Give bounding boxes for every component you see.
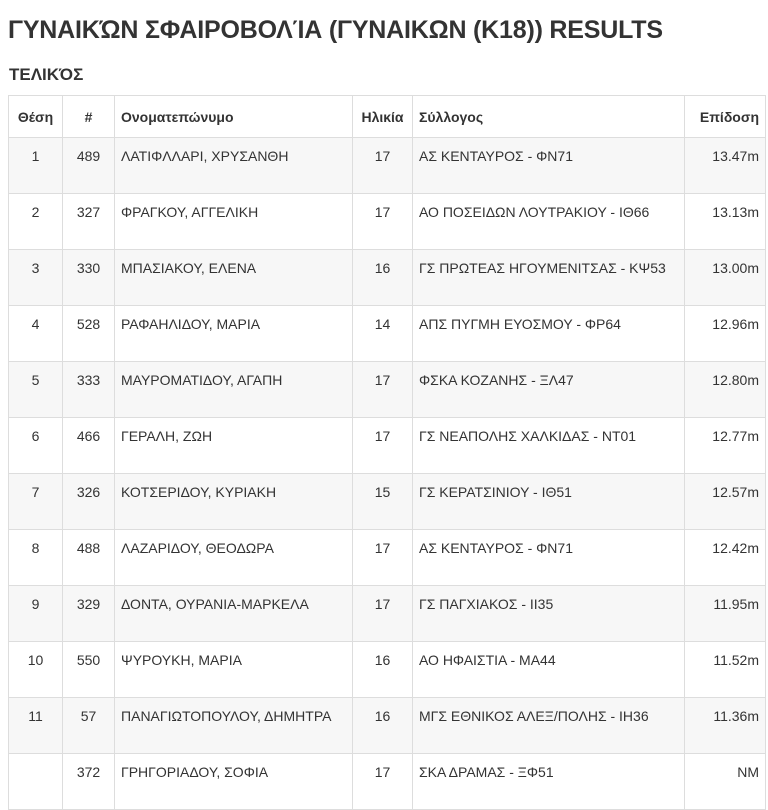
cell-mark: 11.52m: [685, 642, 766, 698]
cell-bib: 466: [63, 418, 115, 474]
header-club: Σύλλογος: [413, 96, 685, 138]
cell-mark: 12.57m: [685, 474, 766, 530]
cell-position: 11: [9, 698, 63, 754]
cell-club: ΣΚΑ ΔΡΑΜΑΣ - ΞΦ51: [413, 754, 685, 810]
header-name: Ονοματεπώνυμο: [115, 96, 353, 138]
cell-mark: 11.36m: [685, 698, 766, 754]
cell-name: ΡΑΦΑΗΛΙΔΟΥ, ΜΑΡΙΑ: [115, 306, 353, 362]
page-title: ΓΥΝΑΙΚΏΝ ΣΦΑΙΡΟΒΟΛΊΑ (ΓΥΝΑΙΚΩΝ (Κ18)) RESULTS: [8, 16, 663, 44]
table-row: [9, 306, 766, 362]
results-table: [8, 95, 766, 810]
header-mark: Επίδοση: [685, 96, 766, 138]
cell-name: ΛΑΤΙΦΛΛΑΡΙ, ΧΡΥΣΑΝΘΗ: [115, 138, 353, 194]
cell-name: ΛΑΖΑΡΙΔΟΥ, ΘΕΟΔΩΡΑ: [115, 530, 353, 586]
cell-club: ΜΓΣ ΕΘΝΙΚΟΣ ΑΛΕΞ/ΠΟΛΗΣ - ΙΗ36: [413, 698, 685, 754]
results-body: [9, 138, 766, 810]
cell-mark: 13.00m: [685, 250, 766, 306]
cell-age: 17: [353, 530, 413, 586]
table-row: [9, 586, 766, 642]
cell-bib: 528: [63, 306, 115, 362]
cell-bib: 489: [63, 138, 115, 194]
table-row: [9, 754, 766, 810]
cell-position: 3: [9, 250, 63, 306]
cell-age: 17: [353, 754, 413, 810]
cell-position: 9: [9, 586, 63, 642]
table-row: [9, 474, 766, 530]
cell-age: 17: [353, 418, 413, 474]
cell-club: ΓΣ ΝΕΑΠΟΛΗΣ ΧΑΛΚΙΔΑΣ - ΝΤ01: [413, 418, 685, 474]
cell-club: ΑΟ ΠΟΣΕΙΔΩΝ ΛΟΥΤΡΑΚΙΟΥ - ΙΘ66: [413, 194, 685, 250]
cell-mark: 13.47m: [685, 138, 766, 194]
cell-age: 16: [353, 698, 413, 754]
cell-club: ΓΣ ΠΑΓΧΙΑΚΟΣ - ΙΙ35: [413, 586, 685, 642]
cell-age: 15: [353, 474, 413, 530]
cell-bib: 333: [63, 362, 115, 418]
cell-name: ΓΕΡΑΛΗ, ΖΩΗ: [115, 418, 353, 474]
cell-name: ΚΟΤΣΕΡΙΔΟΥ, ΚΥΡΙΑΚΗ: [115, 474, 353, 530]
cell-club: ΓΣ ΚΕΡΑΤΣΙΝΙΟΥ - ΙΘ51: [413, 474, 685, 530]
cell-age: 16: [353, 642, 413, 698]
cell-bib: 550: [63, 642, 115, 698]
cell-mark: 12.77m: [685, 418, 766, 474]
cell-mark: 13.13m: [685, 194, 766, 250]
cell-bib: 372: [63, 754, 115, 810]
cell-name: ΜΠΑΣΙΑΚΟΥ, ΕΛΕΝΑ: [115, 250, 353, 306]
header-row: [9, 96, 766, 138]
table-row: [9, 138, 766, 194]
cell-club: ΑΣ ΚΕΝΤΑΥΡΟΣ - ΦΝ71: [413, 138, 685, 194]
table-row: [9, 418, 766, 474]
cell-bib: 57: [63, 698, 115, 754]
cell-name: ΨΥΡΟΥΚΗ, ΜΑΡΙΑ: [115, 642, 353, 698]
cell-position: 5: [9, 362, 63, 418]
cell-bib: 329: [63, 586, 115, 642]
header-bib: #: [63, 96, 115, 138]
cell-mark: 11.95m: [685, 586, 766, 642]
cell-name: ΠΑΝΑΓΙΩΤΟΠΟΥΛΟΥ, ΔΗΜΗΤΡΑ: [115, 698, 353, 754]
cell-position: 4: [9, 306, 63, 362]
table-row: [9, 250, 766, 306]
cell-mark: 12.96m: [685, 306, 766, 362]
header-age: Ηλικία: [353, 96, 413, 138]
table-row: [9, 194, 766, 250]
cell-position: 8: [9, 530, 63, 586]
cell-position: 7: [9, 474, 63, 530]
cell-position: 1: [9, 138, 63, 194]
cell-name: ΓΡΗΓΟΡΙΑΔΟΥ, ΣΟΦΙΑ: [115, 754, 353, 810]
cell-club: ΦΣΚΑ ΚΟΖΑΝΗΣ - ΞΛ47: [413, 362, 685, 418]
cell-mark: NM: [685, 754, 766, 810]
cell-bib: 326: [63, 474, 115, 530]
cell-position: 10: [9, 642, 63, 698]
cell-age: 17: [353, 138, 413, 194]
round-heading: ΤΕΛΙΚΌΣ: [9, 65, 84, 84]
cell-name: ΔΟΝΤΑ, ΟΥΡΑΝΙΑ-ΜΑΡΚΕΛΑ: [115, 586, 353, 642]
cell-position: 2: [9, 194, 63, 250]
cell-position: [9, 754, 63, 810]
cell-name: ΦΡΑΓΚΟΥ, ΑΓΓΕΛΙΚΗ: [115, 194, 353, 250]
cell-club: ΓΣ ΠΡΩΤΕΑΣ ΗΓΟΥΜΕΝΙΤΣΑΣ - ΚΨ53: [413, 250, 685, 306]
cell-age: 17: [353, 586, 413, 642]
cell-bib: 488: [63, 530, 115, 586]
table-row: [9, 642, 766, 698]
cell-mark: 12.42m: [685, 530, 766, 586]
cell-bib: 327: [63, 194, 115, 250]
cell-age: 17: [353, 362, 413, 418]
table-row: [9, 362, 766, 418]
cell-name: ΜΑΥΡΟΜΑΤΙΔΟΥ, ΑΓΑΠΗ: [115, 362, 353, 418]
cell-age: 16: [353, 250, 413, 306]
cell-bib: 330: [63, 250, 115, 306]
cell-club: ΑΣ ΚΕΝΤΑΥΡΟΣ - ΦΝ71: [413, 530, 685, 586]
table-row: [9, 698, 766, 754]
header-position: Θέση: [9, 96, 63, 138]
cell-mark: 12.80m: [685, 362, 766, 418]
table-row: [9, 530, 766, 586]
cell-club: ΑΟ ΗΦΑΙΣΤΙΑ - ΜΑ44: [413, 642, 685, 698]
cell-age: 17: [353, 194, 413, 250]
cell-position: 6: [9, 418, 63, 474]
cell-age: 14: [353, 306, 413, 362]
cell-club: ΑΠΣ ΠΥΓΜΗ ΕΥΟΣΜΟΥ - ΦΡ64: [413, 306, 685, 362]
